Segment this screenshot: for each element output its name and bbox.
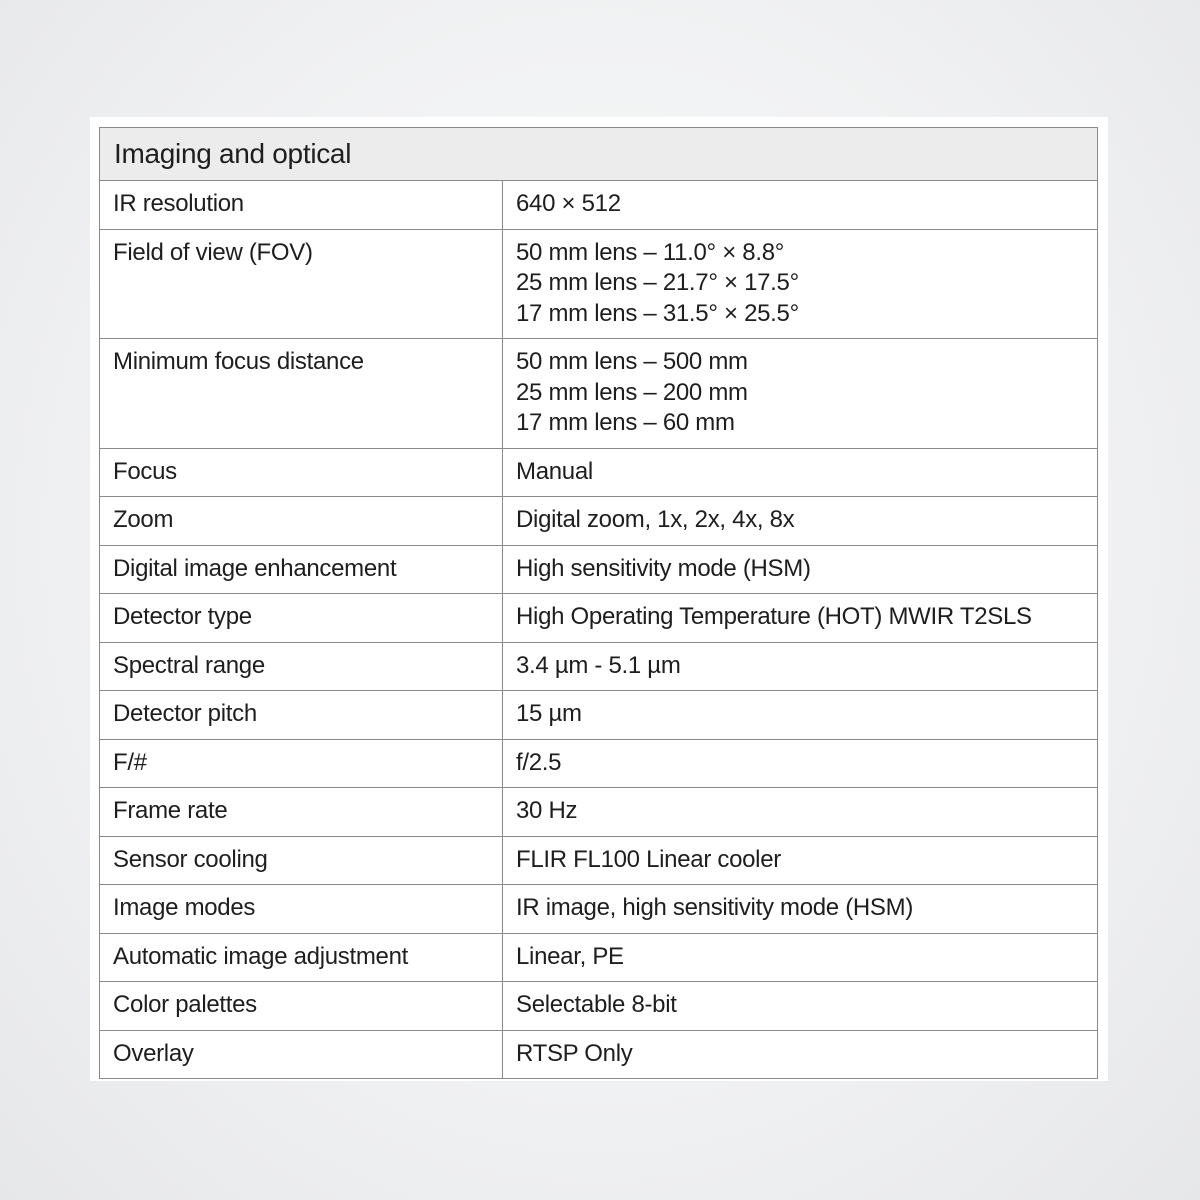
spec-value	[503, 885, 1098, 934]
spec-label: IR resolution	[100, 181, 503, 230]
table-row	[100, 885, 1098, 934]
table-row	[100, 933, 1098, 982]
spec-value-line: f/2.5	[516, 748, 562, 776]
spec-value-line: 30 Hz	[516, 797, 578, 824]
spec-value-line: 15 µm	[516, 700, 582, 727]
spec-value	[503, 497, 1098, 546]
table-row	[100, 642, 1098, 691]
spec-label: Detector pitch	[100, 691, 503, 740]
table-row	[100, 448, 1098, 497]
spec-label: Frame rate	[100, 788, 503, 837]
spec-value-line: 50 mm lens – 11.0° × 8.8°	[516, 238, 785, 266]
spec-value-line: Linear, PE	[516, 942, 624, 970]
spec-value-line: Digital zoom, 1x, 2x, 4x, 8x	[516, 506, 795, 533]
spec-value-line: 25 mm lens – 200 mm	[516, 378, 748, 406]
spec-label: F/#	[100, 739, 503, 788]
spec-value-line: 50 mm lens – 500 mm	[516, 348, 748, 375]
spec-value-line: Manual	[516, 457, 593, 485]
spec-label: Detector type	[100, 594, 503, 643]
table-row	[100, 836, 1098, 885]
spec-label: Automatic image adjustment	[100, 933, 503, 982]
table-row	[100, 181, 1098, 230]
spec-table	[99, 127, 1098, 1079]
table-row	[100, 229, 1098, 339]
table-row	[100, 691, 1098, 740]
spec-value-line: Selectable 8-bit	[516, 991, 677, 1018]
table-row	[100, 739, 1098, 788]
spec-value	[503, 1030, 1098, 1079]
spec-value	[503, 982, 1098, 1031]
spec-value-line: 17 mm lens – 31.5° × 25.5°	[516, 299, 799, 327]
spec-value-line: 3.4 µm - 5.1 µm	[516, 651, 681, 679]
table-row	[100, 788, 1098, 837]
spec-label: Minimum focus distance	[100, 339, 503, 449]
table-row	[100, 594, 1098, 643]
spec-value	[503, 642, 1098, 691]
table-row	[100, 339, 1098, 449]
spec-value-line: High Operating Temperature (HOT) MWIR T2SLS	[516, 603, 1032, 630]
spec-value-line: RTSP Only	[516, 1039, 633, 1067]
spec-label: Overlay	[100, 1030, 503, 1079]
spec-value	[503, 181, 1098, 230]
spec-value	[503, 545, 1098, 594]
spec-value-line: 25 mm lens – 21.7° × 17.5°	[516, 269, 799, 296]
spec-label: Color palettes	[100, 982, 503, 1031]
spec-value	[503, 339, 1098, 449]
spec-value	[503, 739, 1098, 788]
table-row	[100, 545, 1098, 594]
table-row	[100, 1030, 1098, 1079]
spec-value	[503, 788, 1098, 837]
spec-label: Image modes	[100, 885, 503, 934]
spec-value	[503, 933, 1098, 982]
spec-value-line: 17 mm lens – 60 mm	[516, 409, 735, 436]
spec-sheet	[90, 117, 1108, 1081]
spec-label: Field of view (FOV)	[100, 229, 503, 339]
spec-value-line: 640 × 512	[516, 190, 621, 217]
spec-value-line: IR image, high sensitivity mode (HSM)	[516, 894, 914, 921]
spec-value	[503, 448, 1098, 497]
section-title: Imaging and optical	[100, 128, 1098, 181]
spec-value-line: High sensitivity mode (HSM)	[516, 554, 811, 582]
spec-label: Sensor cooling	[100, 836, 503, 885]
spec-label: Zoom	[100, 497, 503, 546]
spec-value	[503, 691, 1098, 740]
table-row	[100, 982, 1098, 1031]
table-row	[100, 497, 1098, 546]
spec-value	[503, 229, 1098, 339]
spec-label: Spectral range	[100, 642, 503, 691]
spec-table-body	[100, 181, 1098, 1079]
spec-value-line: FLIR FL100 Linear cooler	[516, 845, 781, 873]
spec-value	[503, 594, 1098, 643]
spec-label: Focus	[100, 448, 503, 497]
spec-value	[503, 836, 1098, 885]
section-header-row	[100, 128, 1098, 181]
spec-label: Digital image enhancement	[100, 545, 503, 594]
